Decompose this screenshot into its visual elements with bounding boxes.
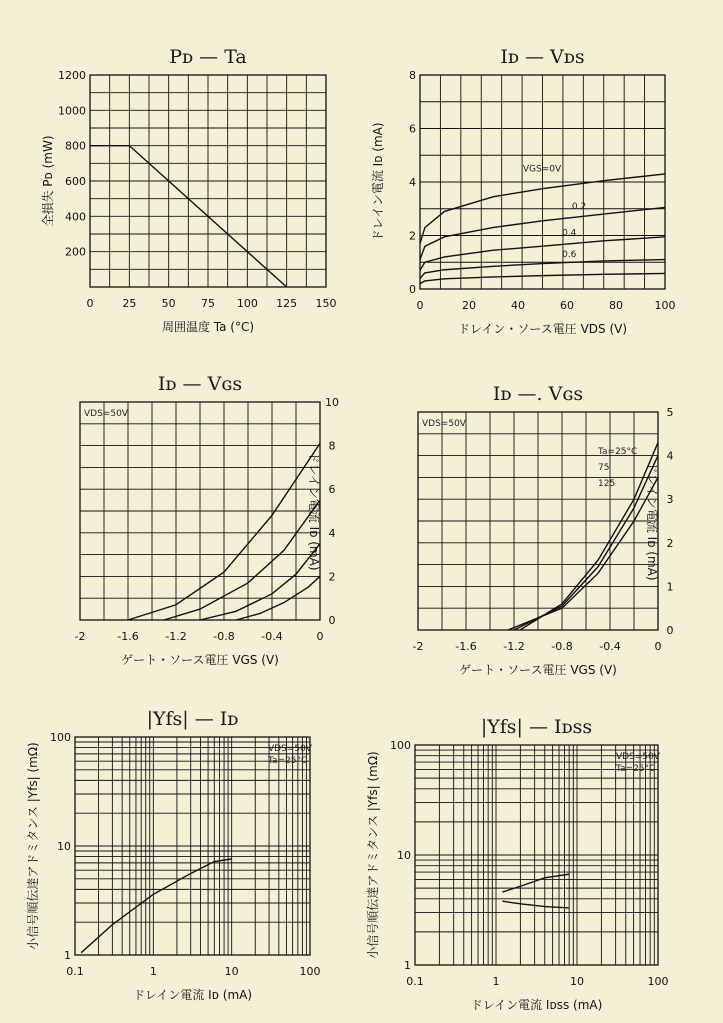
condition-label: VDS=50V <box>616 752 660 762</box>
y-axis-label: ドレイン電流 Iᴅ (mA) <box>645 461 659 581</box>
series-line <box>164 500 320 620</box>
y-tick-label: 0 <box>666 624 674 637</box>
x-axis-label: 周囲温度 Ta (°C) <box>161 320 255 334</box>
x-axis-label: ドレイン電流 Iᴅss (mA) <box>470 998 603 1012</box>
y-tick-label: 800 <box>65 139 86 153</box>
y-tick-label: 600 <box>65 175 86 188</box>
x-tick-label: 20 <box>462 299 476 312</box>
series-line <box>200 544 320 620</box>
y-tick-label: 400 <box>65 210 86 224</box>
curve-annotation: 0.2 <box>571 201 587 212</box>
y-tick-label: 1 <box>666 580 674 594</box>
x-tick-label: 100 <box>647 975 669 988</box>
x-tick-label: -0.4 <box>261 630 283 643</box>
y-tick-label: 2 <box>409 229 416 243</box>
condition-label: VDS=50V <box>422 419 466 429</box>
x-tick-label: 60 <box>560 299 574 312</box>
x-tick-label: 0 <box>86 297 94 310</box>
x-tick-label: 40 <box>511 299 525 312</box>
y-tick-label: 4 <box>409 176 416 189</box>
chart-c5 <box>25 708 321 1002</box>
x-axis-label: ドレイン・ソース電圧 VDS (V) <box>457 322 628 336</box>
y-tick-label: 10 <box>397 849 411 862</box>
y-tick-label: 1 <box>64 949 71 962</box>
x-tick-label: 0 <box>416 299 424 312</box>
x-tick-label: -2 <box>412 640 424 653</box>
y-axis-label: ドレイン電流 Iᴅ (mA) <box>371 122 385 242</box>
chart-c2 <box>370 46 676 336</box>
y-tick-label: 2 <box>328 570 336 584</box>
y-tick-label: 100 <box>390 739 411 752</box>
series-line <box>520 443 658 630</box>
curve-annotation: 0.4 <box>562 228 577 239</box>
x-tick-label: 100 <box>654 299 676 312</box>
y-axis-label: 小信号順伝達アドミタンス |Yfs| (mΩ) <box>366 751 380 959</box>
chart-c1 <box>40 46 337 334</box>
y-tick-label: 10 <box>325 396 339 409</box>
chart-c6 <box>365 716 669 1012</box>
y-tick-label: 6 <box>328 483 336 497</box>
chart-title: Pᴅ — Ta <box>169 46 247 68</box>
condition-label: VDS=50V <box>84 409 128 419</box>
y-tick-label: 0 <box>328 614 336 627</box>
y-tick-label: 1 <box>404 959 411 972</box>
x-tick-label: 0 <box>654 640 662 653</box>
x-axis-label: ゲート・ソース電圧 VGS (V) <box>459 663 617 677</box>
x-axis-label: ドレイン電流 Iᴅ (mA) <box>132 988 253 1002</box>
y-tick-label: 1200 <box>58 69 86 82</box>
x-tick-label: -1.2 <box>503 640 525 653</box>
curve-annotation: 125 <box>598 479 616 489</box>
y-tick-label: 5 <box>666 406 674 419</box>
y-tick-label: 8 <box>328 439 336 453</box>
series-line <box>81 859 231 953</box>
y-tick-label: 0 <box>409 283 416 296</box>
x-tick-label: 10 <box>570 975 584 988</box>
x-tick-label: -1.6 <box>455 640 477 653</box>
chart-title: Iᴅ — Vᴅs <box>500 46 585 68</box>
x-tick-label: -2 <box>74 630 86 643</box>
y-tick-label: 8 <box>409 69 416 82</box>
y-tick-label: 4 <box>328 526 336 540</box>
x-tick-label: -1.6 <box>117 630 139 643</box>
y-tick-label: 100 <box>50 731 71 744</box>
y-tick-label: 3 <box>666 493 674 507</box>
chart-title: |Yfs| — Iᴅ <box>146 708 239 730</box>
curve-annotation: 0.6 <box>562 249 577 260</box>
curve-annotation: 75 <box>598 463 610 473</box>
chart-c3 <box>75 373 339 667</box>
x-tick-label: -1.2 <box>165 630 187 643</box>
x-tick-label: 10 <box>224 965 239 978</box>
x-tick-label: -0.8 <box>213 630 235 643</box>
condition-label: VDS=50V <box>268 744 312 754</box>
series-line <box>508 477 658 630</box>
chart-title: Iᴅ — Vɢs <box>157 373 243 395</box>
x-tick-label: 100 <box>236 297 258 310</box>
condition-label: Ta=25°C <box>268 756 308 766</box>
x-tick-label: 1 <box>492 975 500 988</box>
y-tick-label: 10 <box>57 840 71 853</box>
x-tick-label: 0 <box>316 630 324 643</box>
x-tick-label: 0.1 <box>406 975 424 988</box>
chart-title: |Yfs| — Iᴅss <box>480 716 593 738</box>
y-tick-label: 1000 <box>58 104 86 118</box>
x-tick-label: 1 <box>149 965 157 978</box>
chart-title: Iᴅ —. Vɢs <box>492 383 584 405</box>
condition-label: Ta=25°C <box>616 764 656 774</box>
x-tick-label: 25 <box>122 297 137 310</box>
y-axis-label: ドレイン電流 Iᴅ (mA) <box>307 451 321 571</box>
y-axis-label: 小信号順伝達アドミタンス |Yfs| (mΩ) <box>26 742 40 950</box>
x-tick-label: -0.4 <box>599 640 621 653</box>
x-tick-label: 80 <box>609 299 623 312</box>
y-tick-label: 4 <box>666 449 674 463</box>
y-axis-label: 全損失 Pᴅ (mW) <box>41 135 55 227</box>
y-tick-label: 6 <box>409 122 416 136</box>
x-tick-label: 125 <box>276 297 298 310</box>
x-tick-label: 50 <box>161 297 176 310</box>
chart-c4 <box>413 383 674 677</box>
curve-annotation: Ta=25°C <box>598 447 638 457</box>
y-tick-label: 200 <box>65 245 86 259</box>
x-tick-label: 100 <box>299 965 321 978</box>
x-tick-label: 0.1 <box>66 965 84 978</box>
x-tick-label: -0.8 <box>551 640 573 653</box>
x-tick-label: 150 <box>315 297 337 310</box>
x-axis-label: ゲート・ソース電圧 VGS (V) <box>121 653 279 667</box>
y-tick-label: 2 <box>666 536 674 550</box>
x-tick-label: 75 <box>201 297 215 310</box>
curve-annotation: VGS=0V <box>522 164 562 175</box>
